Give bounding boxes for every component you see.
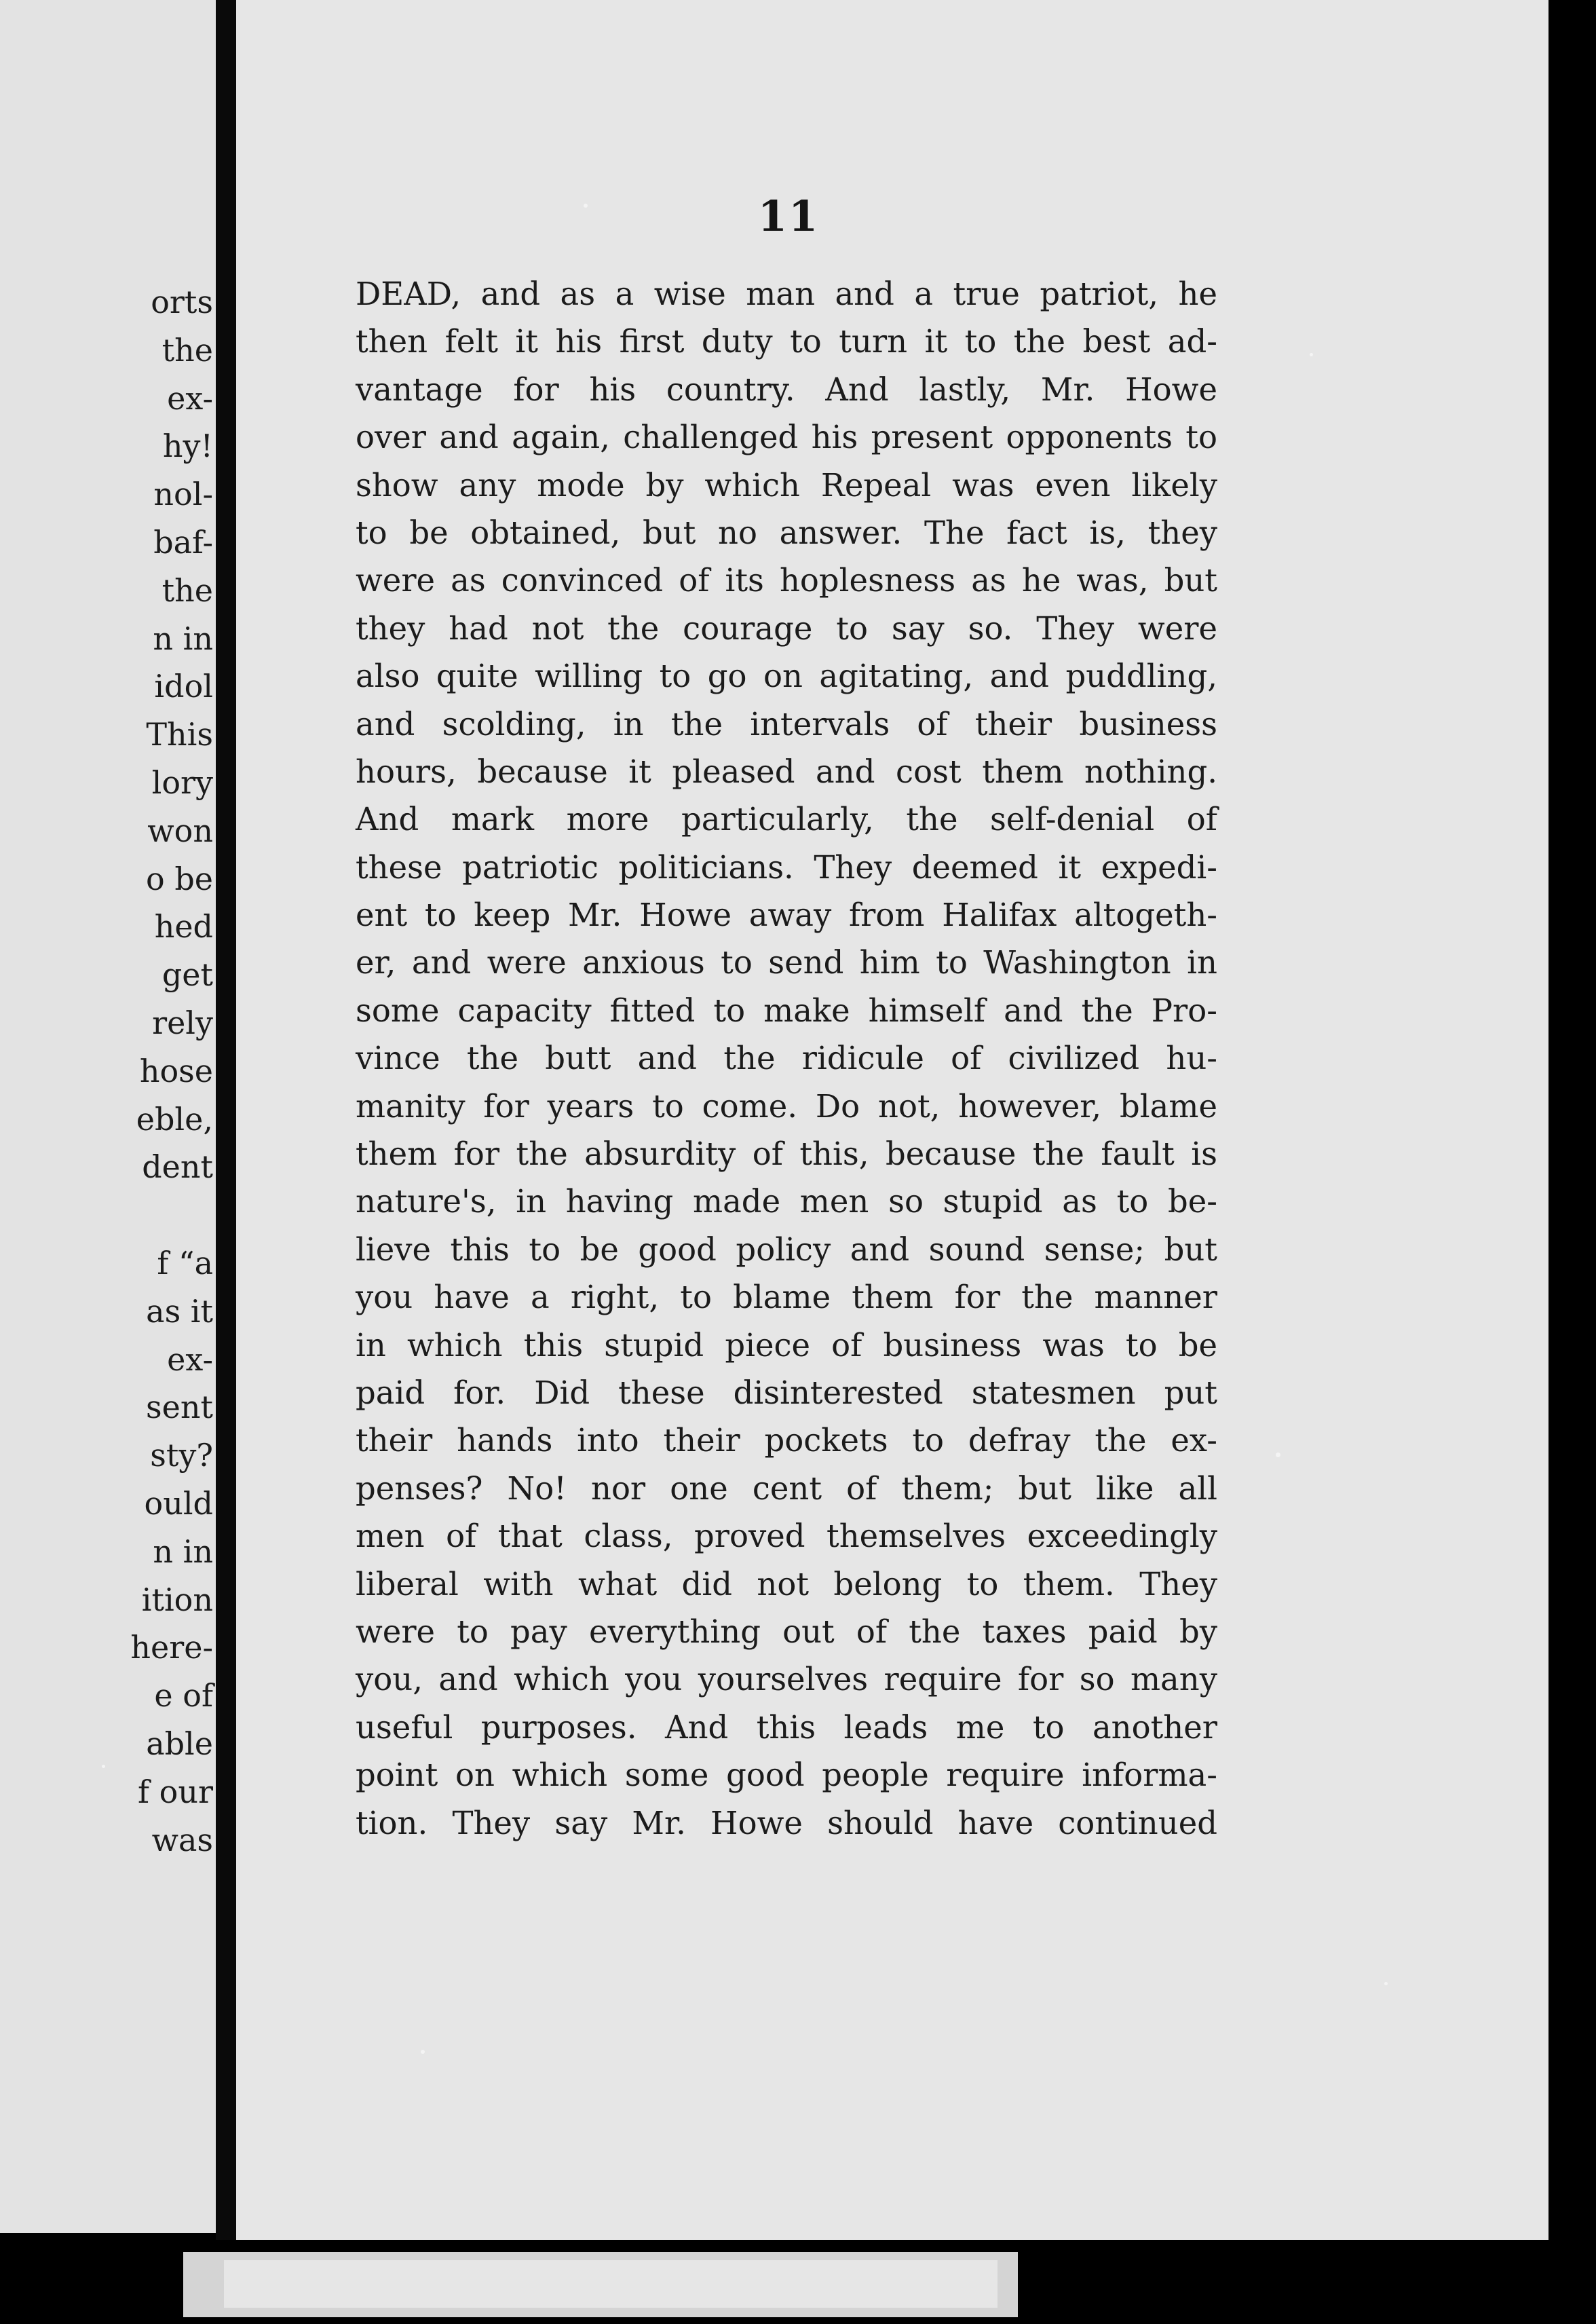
- text-line: lieve this to be good policy and sound sense; but: [356, 1231, 1217, 1268]
- left-line: nol-: [153, 476, 213, 513]
- left-line: baf-: [153, 523, 213, 561]
- text-line: show any mode by which Repeal was even likely: [356, 466, 1217, 504]
- text-line: these patriotic politicians. They deemed it expedi-: [356, 848, 1217, 886]
- text-line: paid for. Did these disinterested statesmen put: [356, 1374, 1217, 1411]
- text-line: penses? No! nor one cent of them; but like all: [356, 1469, 1217, 1507]
- left-line: ould: [144, 1484, 213, 1522]
- left-line: won: [147, 812, 213, 849]
- text-line: manity for years to come. Do not, however, blame: [356, 1087, 1217, 1125]
- paper-speck: [1384, 1982, 1388, 1985]
- text-line: er, and were anxious to send him to Washington in: [356, 944, 1217, 981]
- text-line: nature's, in having made men so stupid as to be-: [356, 1183, 1217, 1220]
- text-line: you have a right, to blame them for the manner: [356, 1279, 1217, 1316]
- left-line: rely: [152, 1004, 213, 1041]
- text-line: they had not the courage to say so. They were: [356, 610, 1217, 647]
- left-line: orts: [151, 284, 213, 320]
- text-line: then felt it his first duty to turn it to the best ad-: [356, 323, 1217, 360]
- text-line: DEAD, and as a wise man and a true patriot, he: [356, 276, 1217, 312]
- left-line: as it: [146, 1292, 213, 1330]
- left-line: was: [151, 1821, 213, 1858]
- left-line: o be: [146, 860, 213, 897]
- left-page-text-fragments: [130, 278, 213, 1864]
- text-line: point on which some good people require informa-: [356, 1757, 1217, 1794]
- left-line: sty?: [150, 1437, 213, 1474]
- text-line: men of that class, proved themselves exceedingly: [356, 1518, 1217, 1555]
- left-line: sent: [146, 1389, 213, 1426]
- left-line: dent: [142, 1148, 213, 1186]
- left-line: ition: [141, 1581, 213, 1618]
- text-line: in which this stupid piece of business was to be: [356, 1326, 1217, 1364]
- text-line: and scolding, in the intervals of their business: [356, 705, 1217, 743]
- torn-paper-edge-highlight: [224, 2260, 998, 2308]
- left-line: able: [146, 1725, 213, 1762]
- text-line: vantage for his country. And lastly, Mr. Howe: [356, 371, 1217, 408]
- text-line: to be obtained, but no answer. The fact is, they: [356, 514, 1217, 551]
- text-line: hours, because it pleased and cost them nothing.: [356, 753, 1217, 790]
- page-right-edge: [1548, 0, 1596, 2324]
- text-line: were to pay everything out of the taxes paid by: [356, 1613, 1217, 1650]
- left-line: hose: [139, 1052, 213, 1089]
- paper-speck: [1310, 353, 1313, 356]
- left-line: ex-: [167, 379, 213, 417]
- left-line: n in: [153, 620, 213, 657]
- left-line: idol: [154, 668, 213, 705]
- left-line: hed: [154, 908, 213, 945]
- left-line: lory: [151, 764, 213, 801]
- left-line: eble,: [136, 1100, 213, 1138]
- text-line: over and again, challenged his present opponents to: [356, 419, 1217, 456]
- left-line: get: [162, 956, 213, 994]
- left-line: n in: [153, 1533, 213, 1570]
- left-line: [130, 1191, 213, 1239]
- left-line: f our: [138, 1773, 213, 1810]
- paper-speck: [584, 204, 588, 208]
- body-text: [356, 270, 1217, 1847]
- book-gutter: [216, 0, 236, 2324]
- text-line: some capacity fitted to make himself and the Pro-: [356, 992, 1217, 1029]
- left-line: hy!: [162, 428, 213, 465]
- left-line: ex-: [167, 1341, 213, 1378]
- text-line: ent to keep Mr. Howe away from Halifax altogeth-: [356, 897, 1217, 934]
- paper-speck: [1276, 1452, 1280, 1457]
- page-number: 11: [757, 191, 820, 241]
- left-facing-page: [0, 0, 216, 2233]
- left-line: the: [162, 331, 213, 369]
- text-line: them for the absurdity of this, because the fault is: [356, 1136, 1217, 1173]
- text-line: liberal with what did not belong to them. They: [356, 1565, 1217, 1603]
- text-line: their hands into their pockets to defray the ex-: [356, 1422, 1217, 1459]
- left-line: here-: [130, 1629, 213, 1666]
- paper-speck: [421, 2050, 425, 2054]
- text-line: vince the butt and the ridicule of civilized hu-: [356, 1040, 1217, 1077]
- paper-speck: [102, 1765, 105, 1768]
- text-line: And mark more particularly, the self-denial of: [356, 801, 1217, 838]
- text-line: you, and which you yourselves require for so many: [356, 1661, 1217, 1698]
- left-line: This: [146, 716, 213, 753]
- text-line: were as convinced of its hoplesness as he was, but: [356, 562, 1217, 599]
- text-line: useful purposes. And this leads me to another: [356, 1708, 1217, 1746]
- left-line: the: [162, 571, 213, 609]
- left-line: f “a: [157, 1244, 213, 1281]
- text-line: also quite willing to go on agitating, and puddling,: [356, 658, 1217, 695]
- text-line: tion. They say Mr. Howe should have continued: [356, 1804, 1217, 1841]
- left-line: e of: [154, 1677, 213, 1714]
